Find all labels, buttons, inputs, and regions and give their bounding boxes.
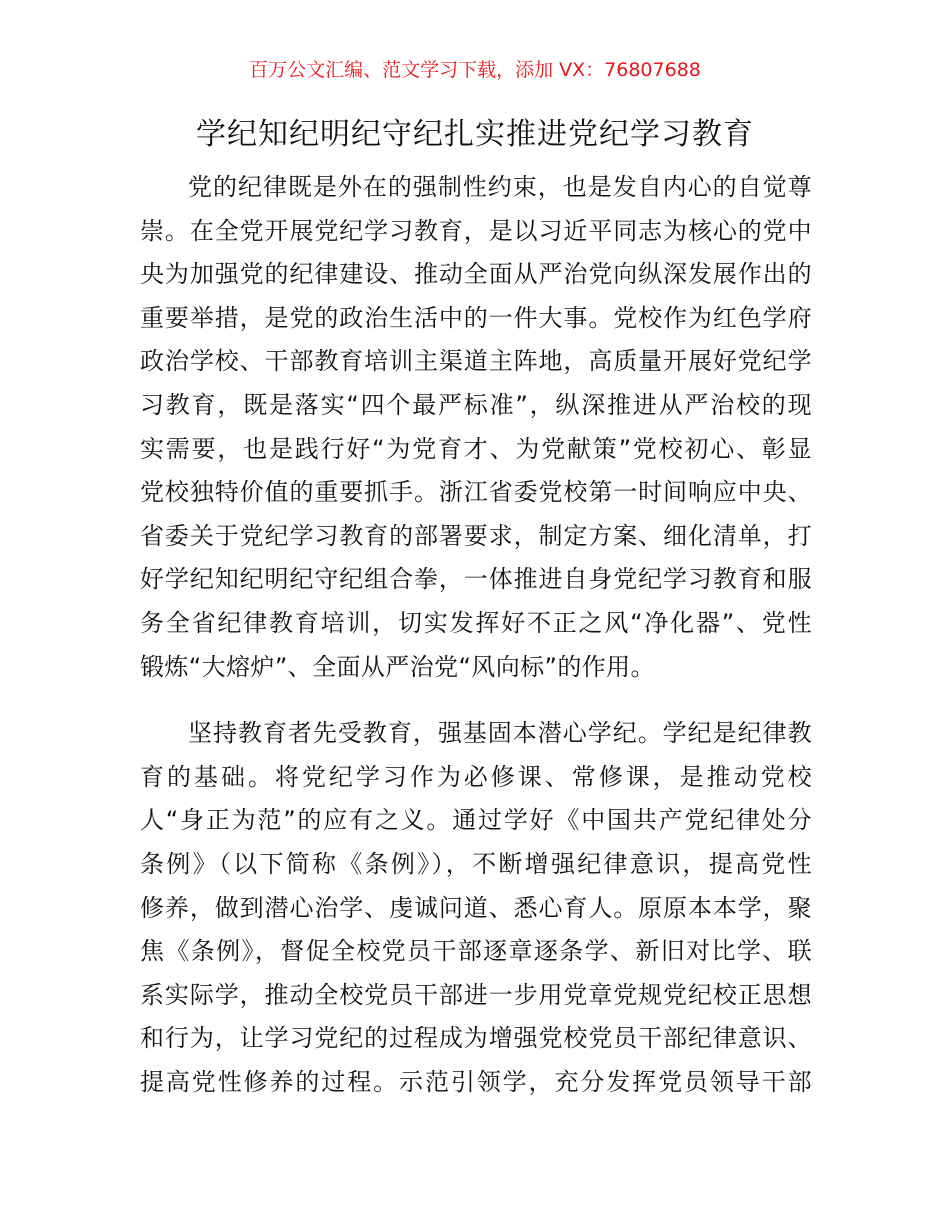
- paragraph-line: 锻炼“大熔炉”、全面从严治党“风向标”的作用。: [140, 652, 655, 681]
- paragraph-line: 央为加强党的纪律建设、推动全面从严治党向纵深发展作出的: [140, 260, 812, 289]
- paragraph-1: [140, 166, 812, 689]
- document-title: 学纪知纪明纪守纪扎实推进党纪学习教育: [196, 117, 754, 152]
- paragraph-line: 和行为，让学习党纪的过程成为增强党校党员干部纪律意识、: [140, 1024, 812, 1053]
- paragraph-line: 省委关于党纪学习教育的部署要求，制定方案、细化清单，打: [140, 521, 812, 550]
- paragraph-line: 实需要，也是践行好“为党育才、为党献策”党校初心、彰显: [140, 434, 812, 463]
- paragraph-line: 人“身正为范”的应有之义。通过学好《中国共产党纪律处分: [140, 806, 812, 835]
- paragraph-line: 好学纪知纪明纪守纪组合拳，一体推进自身党纪学习教育和服: [140, 565, 812, 594]
- paragraph-line: 崇。在全党开展党纪学习教育，是以习近平同志为核心的党中: [140, 216, 812, 245]
- paragraph-line: 党校独特价值的重要抓手。浙江省委党校第一时间响应中央、: [140, 478, 812, 507]
- document-body: [140, 166, 812, 1104]
- paragraph-line: 条例》（以下简称《条例》），不断增强纪律意识，提高党性: [140, 849, 812, 878]
- paragraph-line: 焦《条例》，督促全校党员干部逐章逐条学、新旧对比学、联: [140, 937, 812, 966]
- paragraph-2: [140, 712, 812, 1104]
- paragraph-line: 务全省纪律教育培训，切实发挥好不正之风“净化器”、党性: [140, 608, 812, 637]
- paragraph-line: 重要举措，是党的政治生活中的一件大事。党校作为红色学府: [140, 303, 812, 332]
- paragraph-line: 党的纪律既是外在的强制性约束，也是发自内心的自觉尊: [188, 173, 812, 201]
- paragraph-line: 系实际学，推动全校党员干部进一步用党章党规党纪校正思想: [140, 980, 812, 1009]
- paragraph-line: 育的基础。将党纪学习作为必修课、常修课，是推动党校: [140, 762, 812, 791]
- paragraph-line: 坚持教育者先受教育，强基固本潜心学纪。学纪是纪律教: [188, 719, 812, 748]
- paragraph-line: 习教育，既是落实“四个最严标准”，纵深推进从严治校的现: [140, 390, 812, 419]
- paragraph-line: 政治学校、干部教育培训主渠道主阵地，高质量开展好党纪学: [140, 347, 812, 376]
- paragraph-line: 修养，做到潜心治学、虔诚问道、悉心育人。原原本本学，聚: [140, 893, 812, 922]
- header-promo-note: 百万公文汇编、范文学习下载，添加 VX：76807688: [249, 59, 701, 81]
- paragraph-line: 提高党性修养的过程。示范引领学，充分发挥党员领导干部: [140, 1067, 812, 1096]
